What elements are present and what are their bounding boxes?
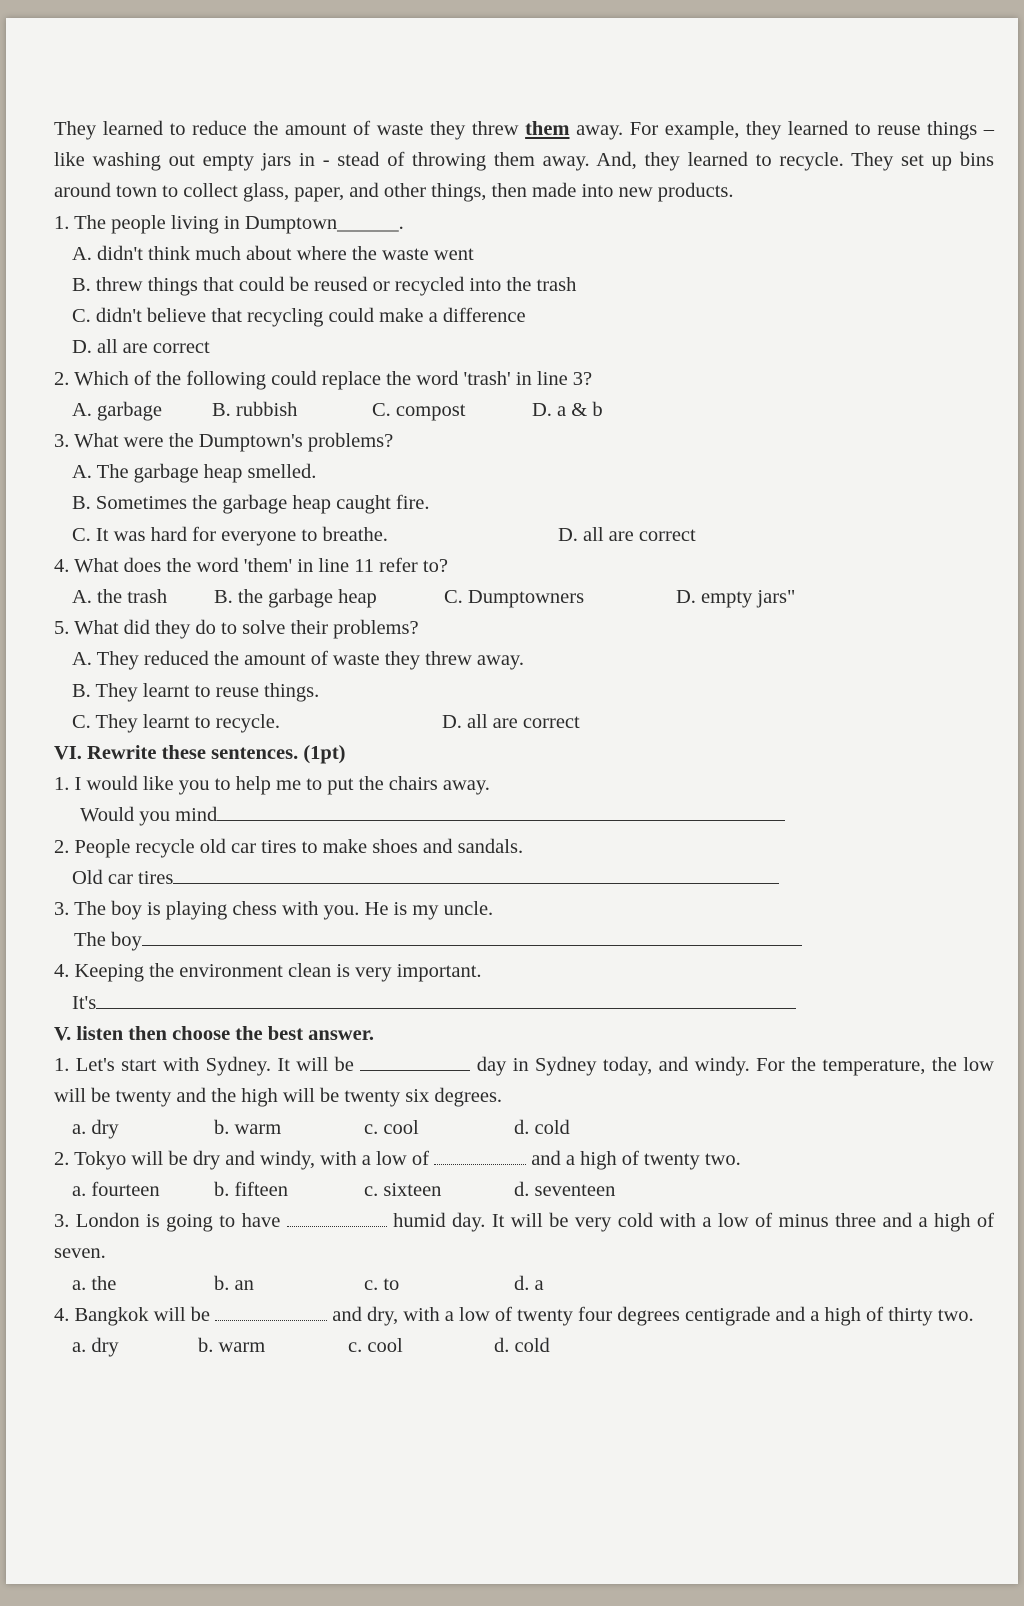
q5-options-cd	[54, 707, 994, 738]
listen-q3-options	[54, 1269, 994, 1300]
listen-q2-option-d: d. seventeen	[514, 1178, 616, 1201]
q3-option-b: B. Sometimes the garbage heap caught fire.	[72, 492, 430, 515]
listen-q1-options	[54, 1113, 994, 1144]
worksheet-content	[54, 114, 994, 1362]
listen-q2-option-b: b. fifteen	[214, 1178, 288, 1201]
listen-q4-blank[interactable]	[215, 1300, 327, 1321]
worksheet-page	[6, 18, 1018, 1584]
q3-options-cd	[54, 520, 994, 551]
q1-option-b: B. threw things that could be reused or recycled into the trash	[72, 274, 577, 297]
q3-option-a: A. The garbage heap smelled.	[72, 461, 317, 484]
listen-q3-blank[interactable]	[287, 1206, 387, 1227]
listen-question-1	[54, 1050, 994, 1112]
q2-option-b: B. rubbish	[212, 398, 298, 421]
listen-q2-option-a: a. fourteen	[72, 1178, 160, 1201]
intro-paragraph	[54, 114, 994, 208]
q4-option-a: A. the trash	[72, 586, 168, 609]
listen-q1-option-d: d. cold	[514, 1116, 570, 1139]
listen-q2-options	[54, 1175, 994, 1206]
question-1: 1. The people living in Dumptown______.	[54, 211, 404, 234]
listen-q4-option-d: d. cold	[494, 1334, 550, 1357]
listen-q3-option-d: d. a	[514, 1272, 544, 1295]
question-3: 3. What were the Dumptown's problems?	[54, 430, 394, 453]
listen-q1-option-a: a. dry	[72, 1116, 119, 1139]
q4-option-b: B. the garbage heap	[214, 586, 377, 609]
listen-q3-option-b: b. an	[214, 1272, 254, 1295]
q4-option-c: C. Dumptowners	[444, 586, 585, 609]
intro-text-continued: away. For example, they learned to reuse things – like washing out empty jars in - stead of throwing them away. And, they learned to recycle. They set up bins around town to collect glass, paper, and other things, then made into new products.	[54, 118, 994, 203]
q4-option-d: D. empty jars"	[676, 586, 796, 609]
rewrite-answer-1	[54, 800, 994, 831]
q2-options	[54, 395, 994, 426]
q1-option-d: D. all are correct	[72, 336, 210, 359]
intro-emphasis: them	[525, 118, 570, 140]
listen-q4-text: 4. Bangkok will be	[54, 1303, 216, 1326]
rewrite-sentence-1: 1. I would like you to help me to put the chairs away.	[54, 773, 490, 796]
listen-q1-text-end: day in Sydney today, and windy. For the temperature, the low will be twenty and the high will be twenty six degrees.	[54, 1054, 994, 1108]
q1-option-c: C. didn't believe that recycling could make a difference	[72, 305, 526, 328]
listen-q1-option-c: c. cool	[364, 1116, 419, 1139]
listen-q2-text: 2. Tokyo will be dry and windy, with a low of	[54, 1147, 435, 1170]
listen-q3-text: 3. London is going to have	[54, 1210, 287, 1233]
rewrite-answer-3	[54, 925, 994, 956]
question-5: 5. What did they do to solve their problems?	[54, 617, 419, 640]
question-2: 2. Which of the following could replace the word 'trash' in line 3?	[54, 367, 593, 390]
rewrite-answer-2	[54, 863, 994, 894]
rewrite-blank-2[interactable]	[173, 863, 779, 884]
listen-q3-option-c: c. to	[364, 1272, 400, 1295]
listen-q3-option-a: a. the	[72, 1272, 117, 1295]
question-4: 4. What does the word 'them' in line 11 refer to?	[54, 554, 448, 577]
rewrite-blank-3[interactable]	[142, 925, 802, 946]
rewrite-start-4: It's	[72, 991, 97, 1014]
listen-q4-option-c: c. cool	[348, 1334, 403, 1357]
listen-q2-text-end: and a high of twenty two.	[526, 1147, 741, 1170]
listen-q2-blank[interactable]	[434, 1144, 526, 1165]
q2-option-d: D. a & b	[532, 398, 603, 421]
rewrite-sentence-4: 4. Keeping the environment clean is very important.	[54, 960, 482, 983]
q4-options	[54, 582, 994, 613]
section-5-title: V. listen then choose the best answer.	[54, 1022, 375, 1045]
q1-option-a: A. didn't think much about where the waste went	[72, 242, 474, 265]
q3-option-c: C. It was hard for everyone to breathe.	[72, 523, 388, 546]
listen-question-3	[54, 1206, 994, 1268]
listen-q1-text: 1. Let's start with Sydney. It will be	[54, 1054, 361, 1077]
rewrite-blank-1[interactable]	[217, 800, 785, 821]
rewrite-start-3: The boy	[74, 929, 142, 952]
listen-question-2	[54, 1144, 994, 1175]
q3-option-d: D. all are correct	[558, 523, 696, 546]
q5-option-a: A. They reduced the amount of waste they threw away.	[72, 648, 524, 671]
intro-text: They learned to reduce the amount of waste they threw	[54, 118, 526, 140]
listen-q2-option-c: c. sixteen	[364, 1178, 442, 1201]
listen-q4-option-a: a. dry	[72, 1334, 119, 1357]
rewrite-start-2: Old car tires	[72, 866, 174, 889]
rewrite-answer-4	[54, 988, 994, 1019]
listen-q1-blank[interactable]	[360, 1050, 470, 1071]
rewrite-sentence-3: 3. The boy is playing chess with you. He is my uncle.	[54, 898, 494, 921]
listen-question-4	[54, 1300, 994, 1331]
listen-q4-text-end: and dry, with a low of twenty four degrees centigrade and a high of thirty two.	[327, 1303, 974, 1326]
listen-q4-option-b: b. warm	[198, 1334, 266, 1357]
rewrite-blank-4[interactable]	[96, 988, 796, 1009]
q5-option-c: C. They learnt to recycle.	[72, 710, 280, 733]
q5-option-b: B. They learnt to reuse things.	[72, 679, 320, 702]
rewrite-sentence-2: 2. People recycle old car tires to make shoes and sandals.	[54, 835, 524, 858]
listen-q1-option-b: b. warm	[214, 1116, 282, 1139]
q5-option-d: D. all are correct	[442, 710, 580, 733]
listen-q3-text-end: humid day. It will be very cold with a low of minus three and a high of seven.	[54, 1210, 994, 1264]
section-6-title: VI. Rewrite these sentences. (1pt)	[54, 742, 346, 765]
listen-q4-options	[54, 1331, 994, 1362]
q2-option-c: C. compost	[372, 398, 466, 421]
q2-option-a: A. garbage	[72, 398, 162, 421]
rewrite-start-1: Would you mind	[80, 804, 218, 827]
